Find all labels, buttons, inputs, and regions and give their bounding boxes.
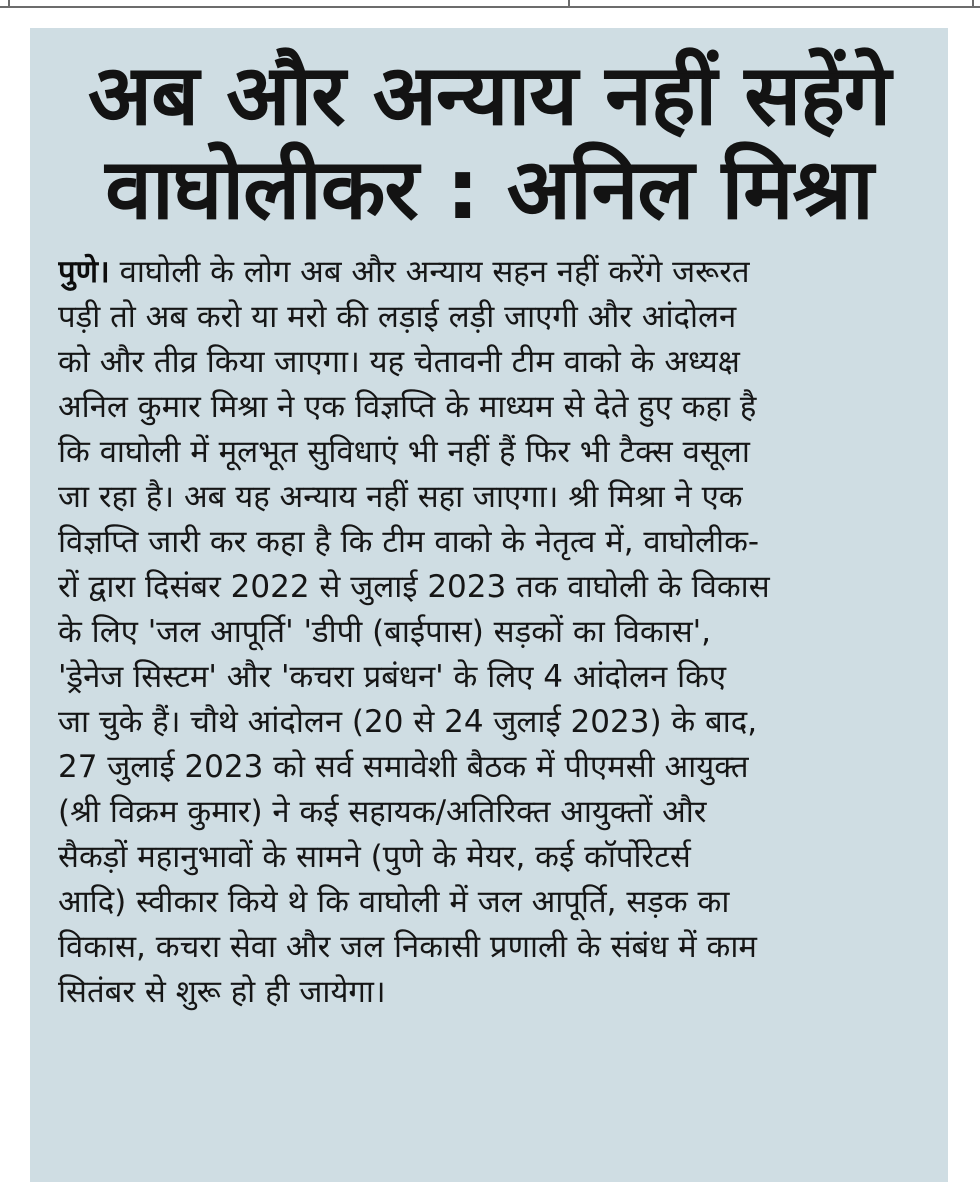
body-line-7: विज्ञप्ति जारी कर कहा है कि टीम वाको के नेतृत्व में, वाघोलीक- — [58, 524, 760, 560]
body-line-11: जा चुके हैं। चौथे आंदोलन (20 से 24 जुलाई 2023) के बाद, — [58, 704, 758, 740]
headline-line-1: अब और अन्याय नहीं सहेंगे — [87, 46, 891, 144]
headline-line-2: वाघोलीकर : अनिल मिश्रा — [105, 140, 873, 238]
article-body — [58, 250, 920, 1015]
top-divider-tick — [8, 0, 10, 8]
body-line-1 — [58, 250, 920, 295]
body-line-8: रों द्वारा दिसंबर 2022 से जुलाई 2023 तक वाघोली के विकास — [58, 569, 770, 605]
body-line-2: पड़ी तो अब करो या मरो की लड़ाई लड़ी जाएगी और आंदोलन — [58, 299, 737, 335]
body-line-3: को और तीव्र किया जाएगा। यह चेतावनी टीम वाको के अध्यक्ष — [58, 344, 740, 380]
body-line-16: विकास, कचरा सेवा और जल निकासी प्रणाली के संबंध में काम — [58, 929, 757, 965]
body-line-14: सैकड़ों महानुभावों के सामने (पुणे के मेयर, कई कॉर्पोरेटर्स — [58, 839, 691, 875]
top-divider — [0, 6, 980, 8]
dateline: पुणे। — [58, 254, 110, 290]
body-line-4: अनिल कुमार मिश्रा ने एक विज्ञप्ति के माध्यम से देते हुए कहा है — [58, 389, 757, 425]
body-line-9: के लिए 'जल आपूर्ति' 'डीपी (बाईपास) सड़कों का विकास', — [58, 614, 712, 650]
top-divider-tick — [568, 0, 570, 8]
body-line-text: वाघोली के लोग अब और अन्याय सहन नहीं करेंगे जरूरत — [109, 254, 750, 290]
news-clipping — [30, 28, 948, 1182]
body-line-13: (श्री विक्रम कुमार) ने कई सहायक/अतिरिक्त आयुक्तों और — [58, 794, 707, 830]
body-line-5: कि वाघोली में मूलभूत सुविधाएं भी नहीं हैं फिर भी टैक्स वसूला — [58, 434, 750, 470]
body-line-10: 'ड्रेनेज सिस्टम' और 'कचरा प्रबंधन' के लिए 4 आंदोलन किए — [58, 659, 727, 695]
body-line-15: आदि) स्वीकार किये थे कि वाघोली में जल आपूर्ति, सड़क का — [58, 884, 730, 920]
top-divider-tick — [972, 0, 974, 8]
body-line-6: जा रहा है। अब यह अन्याय नहीं सहा जाएगा। श्री मिश्रा ने एक — [58, 479, 743, 515]
body-line-12: 27 जुलाई 2023 को सर्व समावेशी बैठक में पीएमसी आयुक्त — [58, 749, 749, 785]
body-line-17: सितंबर से शुरू हो ही जायेगा। — [58, 974, 386, 1010]
